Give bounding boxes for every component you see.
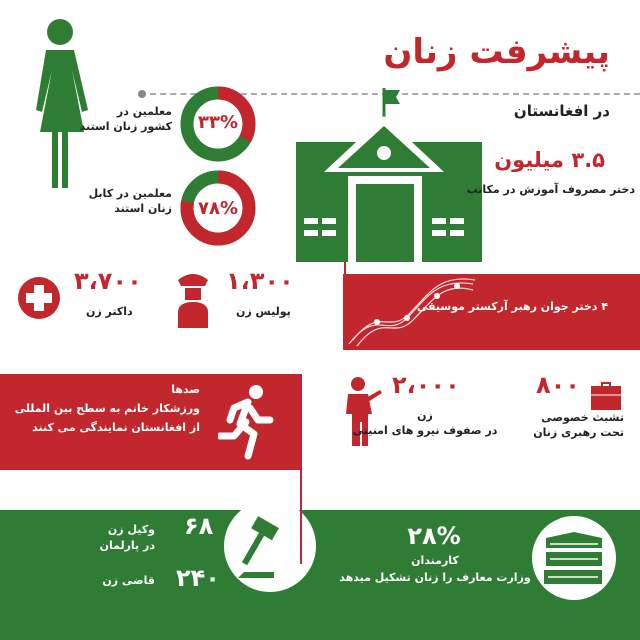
page-subtitle: در افغانستان [513, 102, 610, 120]
security-line2: در صفوف نیرو های امنیتی [352, 424, 498, 437]
gavel-icon [234, 516, 306, 582]
security-line1: زن [417, 409, 433, 422]
business-value: ۸۰۰ [536, 371, 580, 399]
teachers-country-label: معلمین در کشور زنان استند [79, 105, 172, 133]
donut-33-value: ۳۳% [197, 112, 238, 133]
business-line1: تشبث خصوصی [541, 411, 624, 424]
runner-icon [218, 382, 278, 460]
education-line1: کارمندان [411, 554, 459, 567]
business-line2: تحت رهبری زنان [533, 426, 624, 439]
athletes-line3: از افغانستان نمایندگی می کنند [32, 421, 200, 434]
books-icon [542, 532, 606, 586]
athletes-line2: ورزشکار خانم به سطح بین المللی [14, 402, 200, 415]
doctors-label: داکتر زن [86, 305, 133, 318]
police-value: ۱،۳۰۰ [226, 267, 294, 295]
parliament-line2: در پارلمان [99, 539, 155, 552]
gavel-badge [224, 500, 316, 592]
schools-label: دختر مصروف آموزش در مکاتب [466, 183, 635, 196]
police-icon [176, 274, 210, 328]
security-value: ۲،۰۰۰ [392, 371, 460, 399]
schools-value: ۳.۵ میلیون [494, 148, 605, 172]
connector-line [300, 468, 302, 564]
music-banner [343, 274, 640, 350]
athletes-line1: صدها [171, 383, 200, 396]
parliament-line1: وکیل زن [107, 523, 155, 536]
books-badge [532, 516, 616, 600]
briefcase-icon [590, 380, 622, 410]
donut-78-value: ۷۸% [197, 198, 238, 219]
divider-dot [138, 90, 146, 98]
athletes-banner [0, 374, 302, 470]
woman-icon [28, 18, 92, 188]
music-label: ۴ دختر جوان رهبر آرکستر موسیقی [416, 300, 608, 313]
judges-label: قاضی زن [102, 574, 155, 587]
police-label: پولیس زن [236, 305, 291, 318]
judges-value: ۲۴۰ [176, 564, 220, 592]
education-value: ۲۸% [407, 522, 461, 550]
page-title: پیشرفت زنان [383, 32, 610, 72]
education-line2: وزارت معارف را زنان تشکیل میدهد [339, 571, 531, 584]
music-notes-icon [347, 278, 477, 348]
teachers-kabul-label: معلمین در کابل زنان استند [88, 187, 172, 215]
school-icon [292, 86, 482, 276]
medical-cross-icon [18, 277, 60, 319]
parliament-value: ۶۸ [184, 512, 214, 540]
doctors-value: ۳،۷۰۰ [74, 267, 142, 295]
